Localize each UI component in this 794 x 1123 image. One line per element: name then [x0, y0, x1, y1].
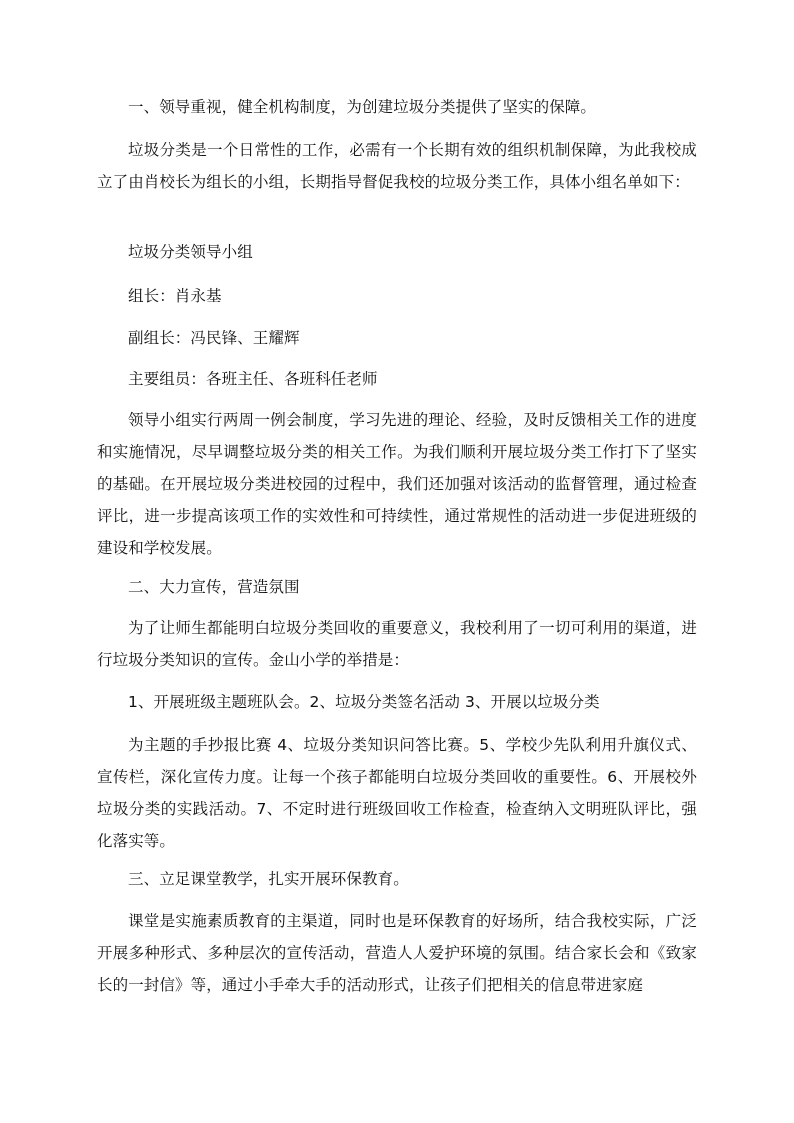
section-heading-2: 二、大力宣传，营造氛围 — [128, 578, 300, 596]
paragraph-classroom: 课堂是实施素质教育的主渠道，同时也是环保教育的好场所，结合我校实际，广泛开展多种形式、多种层次的宣传活动，营造人人爱护环境的氛围。结合家长会和《致家长的一封信》等，通过小手牵大手的活动形式，让孩子们把相关的信息带进家庭 — [97, 912, 697, 994]
measures-list-continued: 为主题的手抄报比赛 4、垃圾分类知识问答比赛。5、学校少先队利用升旗仪式、宣传栏，深化宣传力度。让每一个孩子都能明白垃圾分类回收的重要性。6、开展校外垃圾分类的实践活动。7、不定时进行班级回收工作检查，检查纳入文明班队评比，强化落实等。 — [97, 736, 697, 850]
section-heading-1: 一、领导重视，健全机构制度，为创建垃圾分类提供了坚实的保障。 — [128, 98, 597, 116]
paragraph-publicity: 为了让师生都能明白垃圾分类回收的重要意义，我校利用了一切可利用的渠道，进行垃圾分类知识的宣传。金山小学的举措是： — [97, 619, 697, 669]
group-title: 垃圾分类领导小组 — [128, 243, 253, 261]
paragraph-meetings: 领导小组实行两周一例会制度，学习先进的理论、经验，及时反馈相关工作的进度和实施情况，尽早调整垃圾分类的相关工作。为我们顺利开展垃圾分类工作打下了坚实的基础。在开展垃圾分类进校园的过程中，我们还加强对该活动的监督管理，通过检查评比，进一步提高该项工作的实效性和可持续性，通过常规性的活动进一步促进班级的建设和学校发展。 — [97, 411, 697, 557]
group-deputy-leaders: 副组长：冯民锋、王耀辉 — [128, 329, 300, 347]
paragraph-organization: 垃圾分类是一个日常性的工作，必需有一个长期有效的组织机制保障，为此我校成立了由肖校长为组长的小组，长期指导督促我校的垃圾分类工作，具体小组名单如下： — [97, 141, 697, 191]
section-heading-3: 三、立足课堂教学，扎实开展环保教育。 — [128, 870, 409, 888]
group-members: 主要组员：各班主任、各班科任老师 — [128, 370, 378, 388]
group-leader: 组长：肖永基 — [128, 287, 222, 305]
measures-list-line: 1、开展班级主题班队会。2、垃圾分类签名活动 3、开展以垃圾分类 — [128, 693, 600, 711]
